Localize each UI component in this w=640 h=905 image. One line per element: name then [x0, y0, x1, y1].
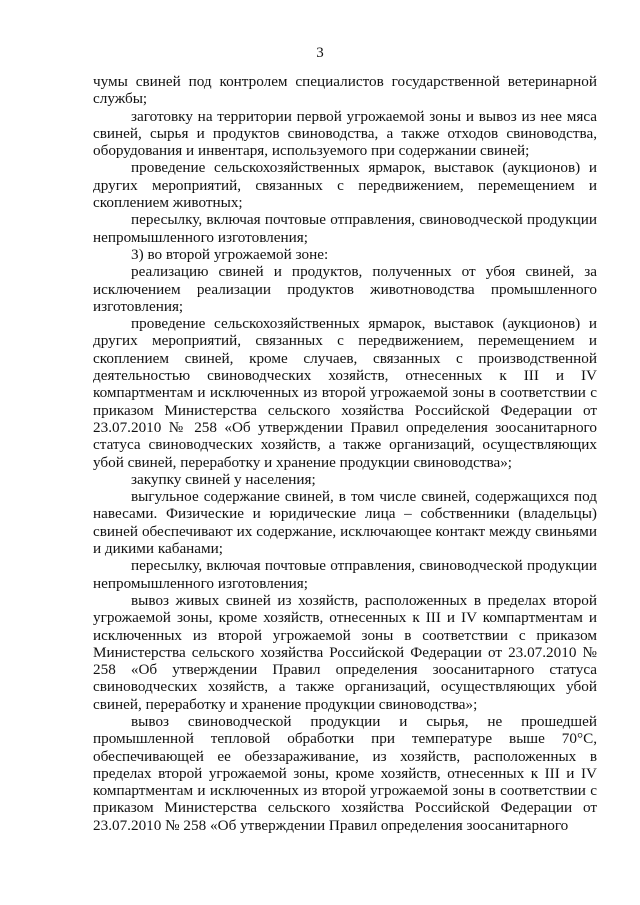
- paragraph: закупку свиней у населения;: [131, 470, 316, 488]
- paragraph: вывоз живых свиней из хозяйств, расположенных в пределах второй угрожаемой зоны, кроме хозяйств, отнесенных к III и IV компартментам и исключенных из второй угрожаемой зоны в соответствии с приказом Министерства сельского хозяйства Российской Федерации от 23.07.2010 № 258 «Об утверждении Правил определения зоосанитарного статуса свиноводческих хозяйств, а также организаций, осуществляющих убой свиней, переработку и хранение продукции свиноводства»;: [93, 591, 597, 713]
- paragraph: проведение сельскохозяйственных ярмарок, выставок (аукционов) и других мероприятий, связанных с передвижением, перемещением и скоплением животных;: [93, 159, 597, 212]
- paragraph-continuation: чумы свиней под контролем специалистов государственной ветеринарной службы;: [93, 73, 597, 108]
- paragraph: пересылку, включая почтовые отправления, свиноводческой продукции непромышленного изготовления;: [93, 557, 597, 592]
- paragraph: реализацию свиней и продуктов, полученных от убоя свиней, за исключением реализации продуктов животноводства промышленного изготовления;: [93, 263, 597, 315]
- paragraph: выгульное содержание свиней, в том числе свиней, содержащихся под навесами. Физические и юридические лица – собственники (владельцы) свиней обеспечивают их содержание, исключающее контакт между свиньями и дикими кабанами;: [93, 488, 597, 558]
- paragraph: пересылку, включая почтовые отправления, свиноводческой продукции непромышленного изготовления;: [93, 211, 597, 246]
- page-number: 3: [316, 45, 324, 61]
- paragraph: вывоз свиноводческой продукции и сырья, не прошедшей промышленной тепловой обработки при температуре выше 70°С, обеспечивающей ее обеззараживание, из хозяйств, расположенных в пределах второй угрожаемой зоны, кроме хозяйств, отнесенных к III и IV компартментам и исключенных из второй угрожаемой зоны в соответствии с приказом Министерства сельского хозяйства Российской Федерации от 23.07.2010 № 258 «Об утверждении Правил определения зоосанитарного: [93, 712, 597, 834]
- paragraph: заготовку на территории первой угрожаемой зоны и вывоз из нее мяса свиней, сырья и продуктов свиноводства, а также отходов свиноводства, оборудования и инвентаря, используемого при содержании свиней;: [93, 107, 597, 160]
- document-body: [93, 73, 597, 834]
- section-heading: 3) во второй угрожаемой зоне:: [131, 245, 329, 263]
- paragraph: проведение сельскохозяйственных ярмарок, выставок (аукционов) и других мероприятий, связанных с передвижением, перемещением и скоплением свиней, кроме случаев, связанных с производственной деятельностью свиноводческих хозяйств, отнесенных к III и IV компартментам и исключенных из второй угрожаемой зоны в соответствии с приказом Министерства сельского хозяйства Российской Федерации от 23.07.2010 № 258 «Об утверждении Правил определения зоосанитарного статуса свиноводческих хозяйств, а также организаций, осуществляющих убой свиней, переработку и хранение продукции свиноводства»;: [93, 315, 597, 471]
